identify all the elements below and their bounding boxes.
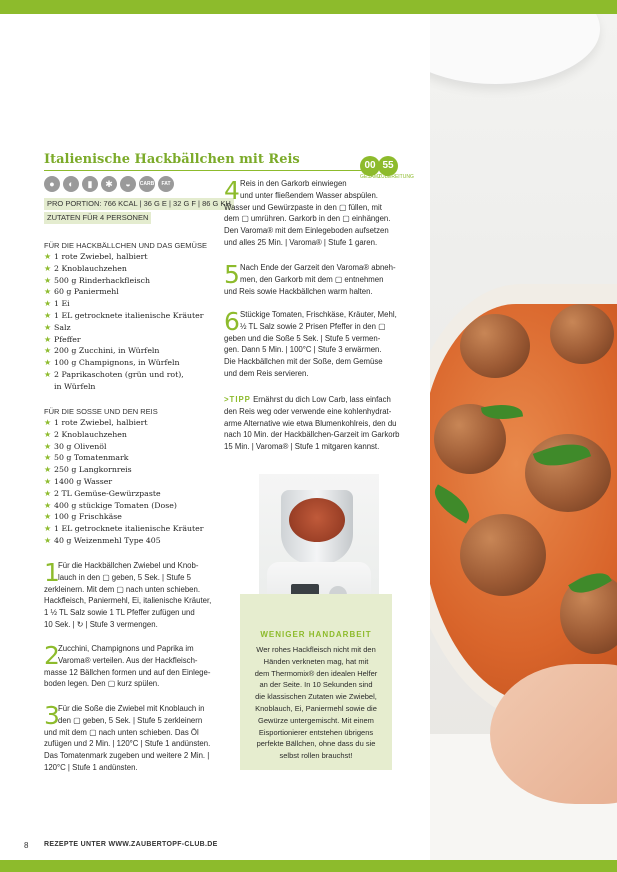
top-accent-bar (0, 0, 617, 14)
step-5 (224, 262, 424, 297)
total-time-label: GESAMT (360, 174, 382, 180)
step-4 (224, 178, 424, 249)
step-6 (224, 309, 424, 380)
plate (430, 14, 600, 84)
star-icon: ★ (44, 322, 52, 332)
footer-url[interactable]: REZEPTE UNTER WWW.ZAUBERTOPF-CLUB.DE (44, 841, 218, 848)
tip-label: >TIPP (224, 395, 251, 404)
ingredient-item: ★ 1 EL getrocknete italienische Kräuter (44, 310, 204, 320)
info-box-title: WENIGER HANDARBEIT (260, 630, 372, 639)
ingredient-item: ★ 1 EL getrocknete italienische Kräuter (44, 524, 204, 534)
pig-icon: ◒ (120, 176, 136, 192)
ingredient-item: ★ 60 g Paniermehl (44, 287, 119, 297)
info-box (240, 594, 392, 770)
step-text: Stückige Tomaten, Frischkäse, Kräuter, Mehl, ½ TL Salz sowie 2 Prisen Pfeffer in den ▢ geben und die Soße 5 Sek. | Stufe 5 vermen- gen. Dann 5 Min. | 100°C | Stufe 3 erwärmen. Die Hackbällchen mit der Soße, dem Gemüse und dem Reis servieren. (224, 310, 397, 378)
tip-text-line: 15 Min. | Varoma® | Stufe 1 mitgaren kannst. (224, 442, 380, 452)
ingredient-item: ★ 30 g Olivenöl (44, 441, 107, 451)
tip-text-line: nach 10 Min. der Hackbällchen-Garzeit im Garkorb (224, 430, 400, 440)
ingredient-item: ★ Salz (44, 322, 71, 332)
meatball (460, 514, 546, 596)
prep-time: 55 (378, 156, 398, 176)
step-number: 2 (44, 641, 60, 670)
star-icon: ★ (44, 488, 52, 498)
tip-text-line: den Reis weg oder verwende eine kohlenhydrat- (224, 406, 392, 416)
tip-text-line: Ernährst du dich Low Carb, lass einfach (253, 395, 391, 404)
step-number: 1 (44, 558, 60, 587)
ingredient-item: ★ 2 Paprikaschoten (grün und rot), (44, 369, 184, 379)
star-icon: ★ (44, 299, 52, 309)
title-divider (44, 170, 368, 171)
star-icon: ★ (44, 441, 52, 451)
step-number: 3 (44, 701, 60, 730)
ingredient-item: ★ 1 rote Zwiebel, halbiert (44, 418, 148, 427)
ingredient-item: ★ 1 Ei (44, 299, 70, 309)
ingredient-item: ★ 2 TL Gemüse-Gewürzpaste (44, 488, 161, 498)
star-icon: ★ (44, 287, 52, 297)
ingredients-section2-title: FÜR DIE SOSSE UND DEN REIS (44, 407, 158, 416)
star-icon: ★ (44, 418, 52, 427)
carb-icon: CARB (139, 176, 155, 192)
star-icon: ★ (44, 263, 52, 273)
page-number: 8 (24, 841, 29, 850)
ingredient-item: ★ 2 Knoblauchzehen (44, 263, 127, 273)
ingredients-list-2 (44, 417, 224, 547)
ingredient-item: ★ 400 g stückige Tomaten (Dose) (44, 500, 177, 510)
star-icon: ★ (44, 429, 52, 439)
star-icon: ★ (44, 334, 52, 344)
step-3 (44, 703, 220, 774)
prep-time-label: ZUBEREITUNG (378, 174, 414, 180)
star-icon: ★ (44, 310, 52, 320)
meatballs-photo (430, 14, 617, 860)
step-text: Für die Hackbällchen Zwiebel und Knob- lauch in den ▢ geben, 5 Sek. | Stufe 5 zerkleinern. Mit dem ▢ nach unten schieben. Hackfleisch, Paniermehl, Ei, italienische Kräuter, 1 ½ TL Salz sowie 1 TL Pfeffer zufügen und 10 Sek. | ↻ | Stufe 3 vermengen. (44, 561, 212, 629)
meatball (550, 304, 614, 364)
glutenfree-icon: ◐ (63, 176, 79, 192)
ingredients-section1-title: FÜR DIE HACKBÄLLCHEN UND DAS GEMÜSE (44, 241, 207, 250)
total-time: 00 (360, 156, 380, 176)
step-text: Zucchini, Champignons und Paprika im Varoma® verteilen. Aus der Hackfleisch- masse 12 Bällchen formen und auf den Einlege- boden legen. Den ▢ kurz spülen. (44, 644, 211, 689)
star-icon: ★ (44, 346, 52, 356)
ingredient-item: ★ 200 g Zucchini, in Würfeln (44, 346, 160, 356)
ingredient-item: ★ 250 g Langkornreis (44, 465, 132, 475)
egg-icon: ● (44, 176, 60, 192)
star-icon: ★ (44, 453, 52, 463)
servings: ZUTATEN FÜR 4 PERSONEN (44, 212, 151, 224)
ingredient-item: ★ 1400 g Wasser (44, 476, 113, 486)
star-icon: ★ (44, 275, 52, 285)
minced-meat-mixture (289, 498, 345, 542)
star-icon: ★ (44, 535, 52, 545)
ingredient-item: ★ 40 g Weizenmehl Type 405 (44, 535, 161, 545)
ingredient-item: ★ 500 g Rinderhackfleisch (44, 275, 151, 285)
star-icon: ★ (44, 358, 52, 368)
tip-text-line: arme Alternative wie etwa Blumenkohlreis, den du (224, 418, 397, 428)
fat-icon: FAT (158, 176, 174, 192)
ingredient-item: ★ 100 g Champignons, in Würfeln (44, 358, 180, 368)
meatball (460, 314, 530, 378)
ingredients-list-1 (44, 251, 224, 393)
tip (224, 394, 424, 453)
ingredient-item: ★ 2 Knoblauchzehen (44, 429, 127, 439)
step-1 (44, 560, 220, 631)
ingredient-item: ★ 1 rote Zwiebel, halbiert (44, 252, 148, 261)
star-icon: ★ (44, 524, 52, 534)
step-number: 6 (224, 307, 240, 336)
ingredient-item: ★ 100 g Frischkäse (44, 512, 122, 522)
bottom-accent-bar (0, 860, 617, 872)
info-box-text: Wer rohes Hackfleisch nicht mit den Händen verkneten mag, hat mit dem Thermomix® den idealen Helfer an der Seite. In 10 Sekunden sind die klassischen Zutaten wie Zwiebel, Knoblauch, Ei, Paniermehl sowie die Gewürze untergemischt. Mit einem Eisportionierer entstehen übrigens perfekte Bällchen, ohne dass du sie selbst rollen brauchst! (254, 645, 378, 761)
step-number: 5 (224, 260, 240, 289)
step-2 (44, 643, 220, 690)
ingredient-item: ★ 50 g Tomatenmark (44, 453, 129, 463)
ingredient-item: ★ Pfeffer (44, 334, 81, 344)
star-icon: ★ (44, 252, 52, 261)
star-icon: ★ (44, 476, 52, 486)
step-text: Nach Ende der Garzeit den Varoma® abneh- men, den Garkorb mit dem ▢ entnehmen und Reis sowie Hackbällchen warm halten. (224, 263, 396, 296)
star-icon: ★ (44, 465, 52, 475)
star-icon: ★ (44, 512, 52, 522)
star-icon: ★ (44, 369, 52, 379)
wheat-icon: ✱ (101, 176, 117, 192)
nutrition-per-portion: PRO PORTION: 766 KCAL | 36 G E | 32 G F | 86 G KH (44, 198, 234, 210)
ingredient-item-continued: in Würfeln (54, 381, 96, 391)
step-number: 4 (224, 176, 240, 205)
star-icon: ★ (44, 500, 52, 510)
recipe-title: Italienische Hackbällchen mit Reis (44, 152, 300, 167)
step-text: Reis in den Garkorb einwiegen und unter fließendem Wasser abspülen. Wasser und Gewürzpaste in den ▢ füllen, mit dem ▢ umrühren. Garkorb in den ▢ einhängen. Den Varoma® mit dem Einlegeboden aufsetzen und alles 25 Min. | Varoma® | Stufe 1 garen. (224, 179, 391, 247)
step-text: Für die Soße die Zwiebel mit Knoblauch in den ▢ geben, 5 Sek. | Stufe 5 zerkleinern und mit dem ▢ nach unten schieben. Das Öl zufügen und 2 Min. | 120°C | Stufe 1 andünsten. Das Tomatenmark zugeben und weitere 2 Min. | 120°C | Stufe 1 andünsten. (44, 704, 211, 772)
milk-icon: ▮ (82, 176, 98, 192)
